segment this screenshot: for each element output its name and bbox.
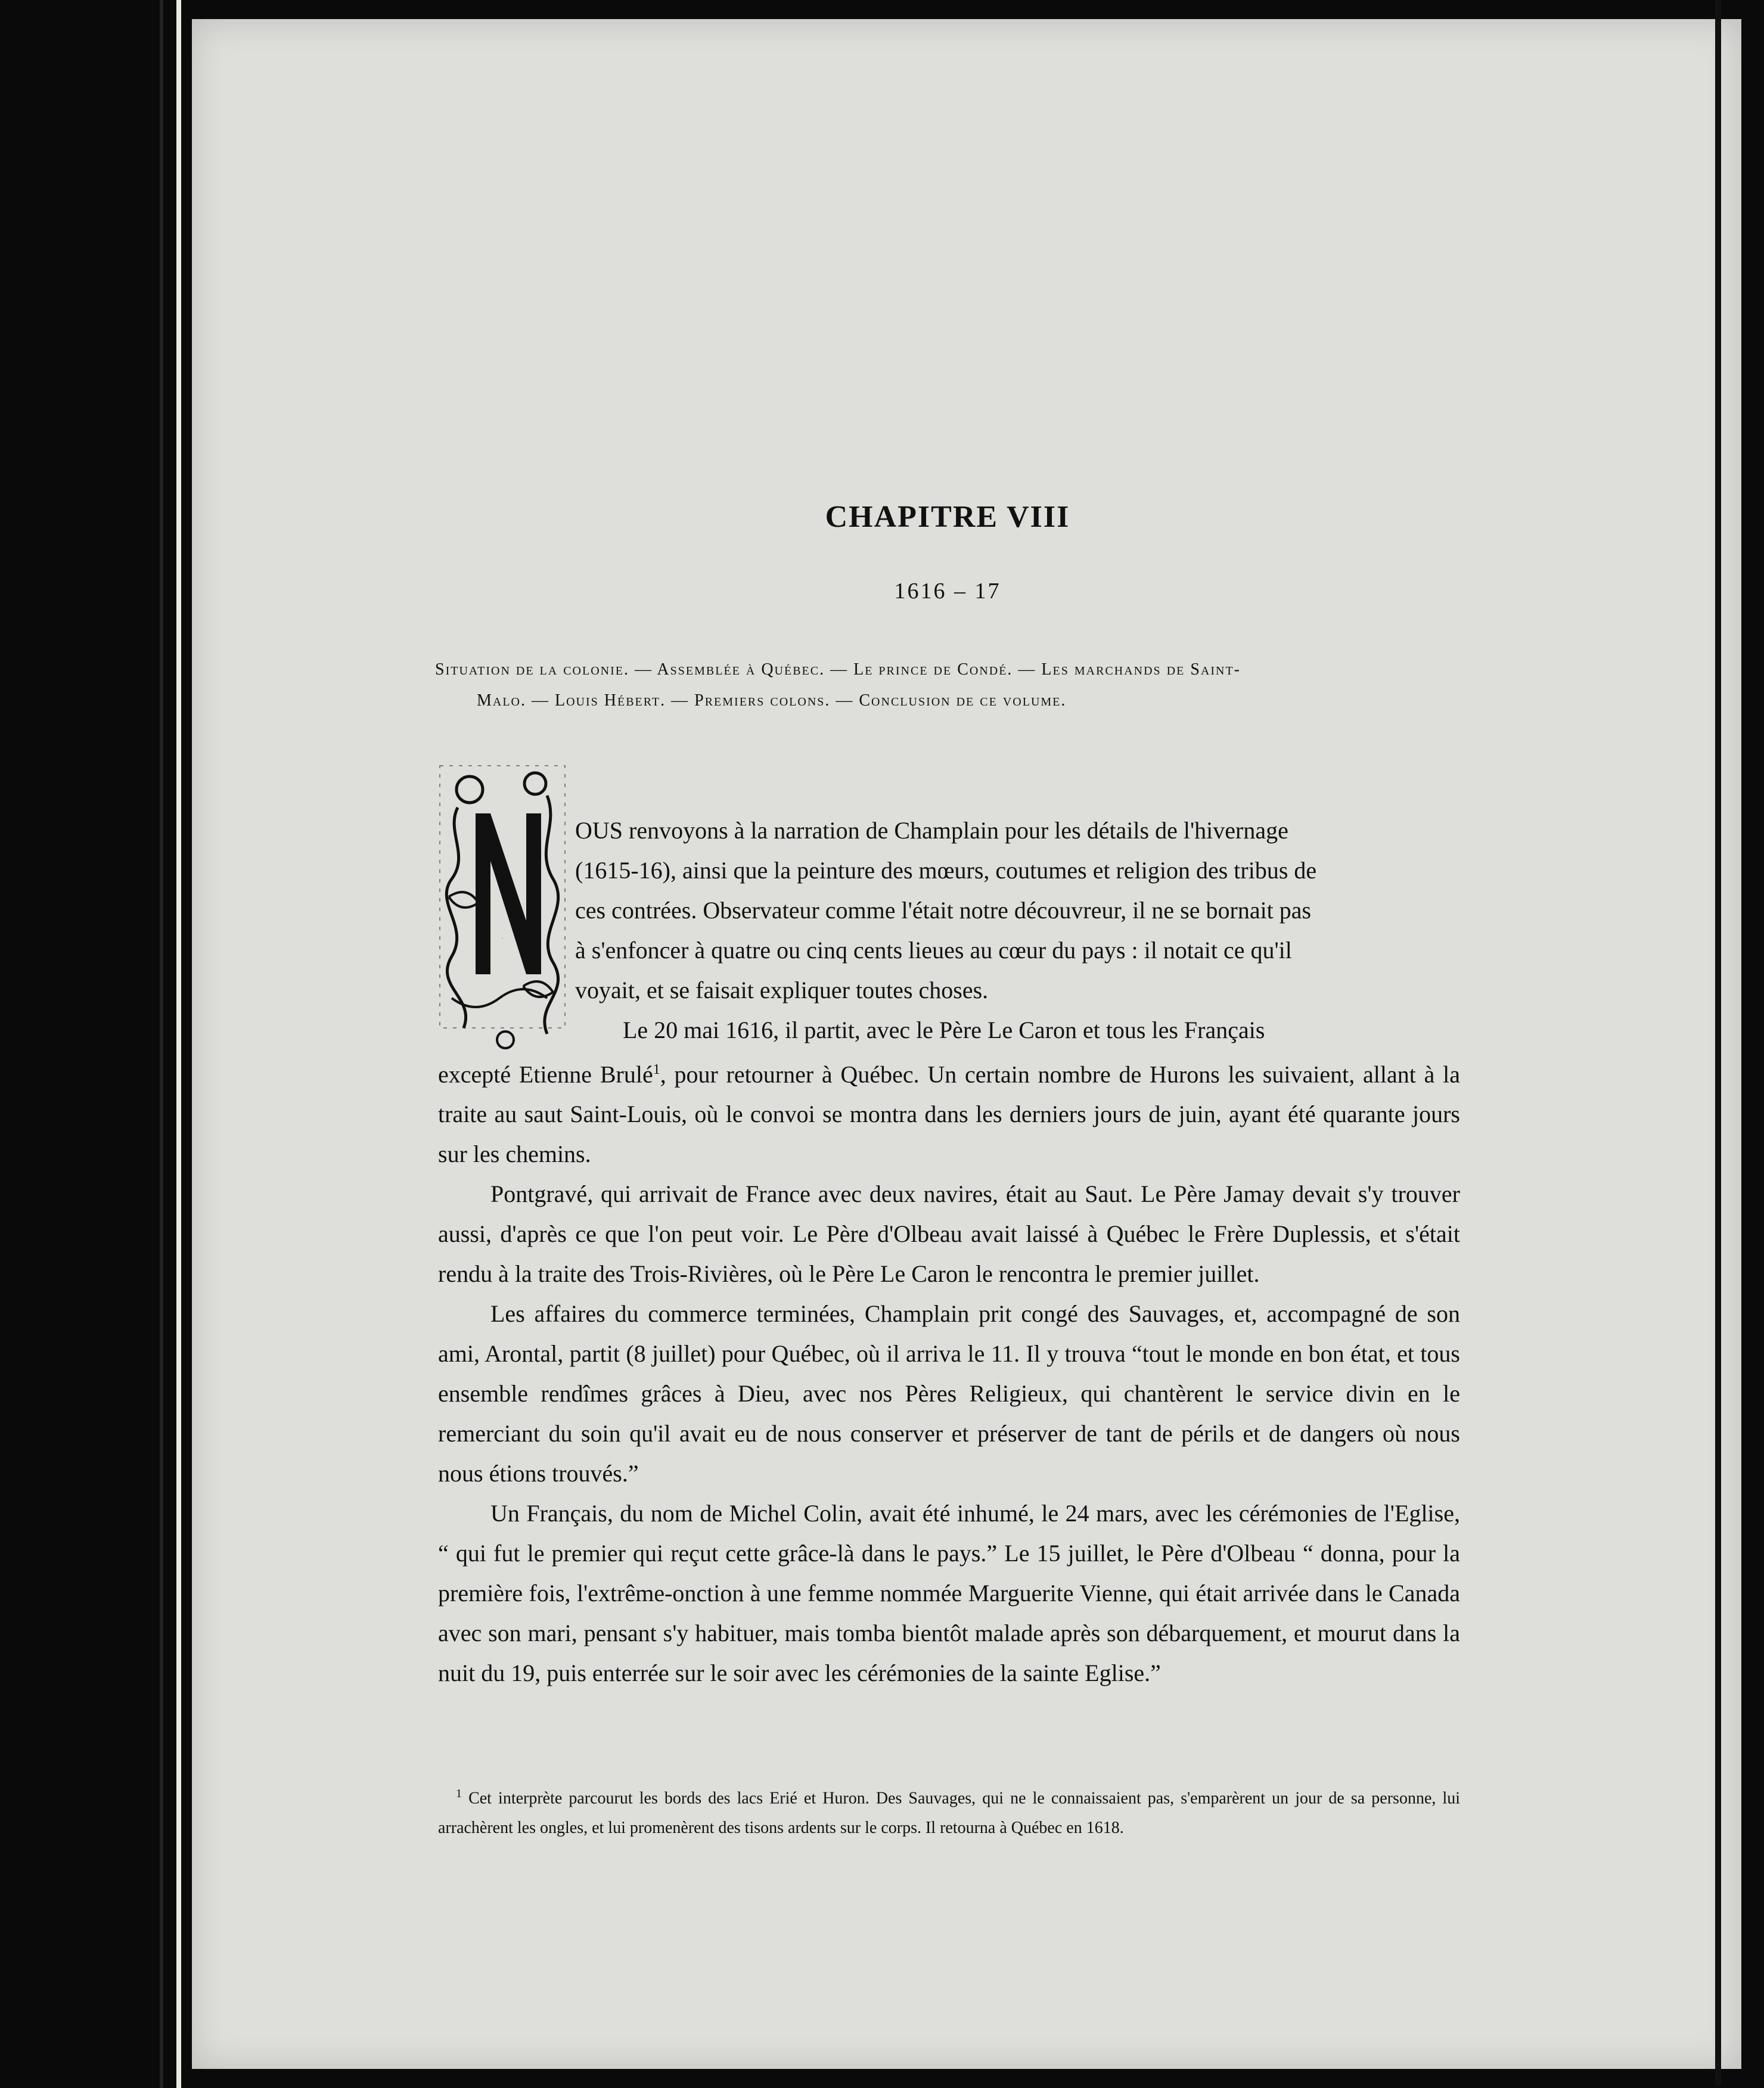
drop-cap-letter: N	[502, 938, 503, 939]
summary-line-2: Malo. — Louis Hébert. — Premiers colons. — Conclusion de ce volume.	[477, 691, 1067, 710]
footnote-ref: 1	[653, 1062, 660, 1077]
scan-border	[1741, 0, 1764, 2088]
footnote-text: Cet interprète parcourut les bords des lacs Erié et Huron. Des Sauvages, qui ne le connaissaient pas, s'emparèrent un jour de sa personne, lui arrachèrent les ongles, et lui promenèrent des tisons ardents sur le corps. Il retourna à Québec en 1618.	[438, 1789, 1460, 1838]
summary-line-1: Situation de la colonie. — Assemblée à Québec. — Le prince de Condé. — Les marchands de Saint-	[435, 660, 1241, 679]
facing-page-dark	[0, 0, 179, 2088]
body-text	[438, 810, 1460, 1693]
p1-line-5: voyait, et se faisait expliquer toutes choses.	[575, 977, 989, 1003]
p2-first-line: Le 20 mai 1616, il partit, avec le Père Le Caron et tous les Français	[623, 1017, 1265, 1043]
chapter-summary	[435, 654, 1460, 716]
paragraph-4: Les affaires du commerce terminées, Champlain prit congé des Sauvages, et, accompagné de son ami, Arontal, partit (8 juillet) pour Québec, où il arriva le 11. Il y trouva “tout le monde en bon état, et tous ensemble rendîmes grâces à Dieu, avec nos Pères Religieux, qui chantèrent le service divin en le remerciant du soin qu'il avait eu de nous conserver et préserver de tant de périls et de dangers où nous nous étions trouvés.”	[438, 1300, 1460, 1487]
p2-tail: , pour retourner à Québec. Un certain nombre de Hurons les suivaient, allant à la traite au saut Saint-Louis, où le convoi se montra dans les derniers jours de juin, ayant été quarante jours sur les chemins.	[438, 1061, 1460, 1168]
paragraph-1	[438, 810, 1460, 1010]
binding-shadow	[160, 0, 163, 2088]
footnote	[438, 1779, 1460, 1843]
page-edge	[1715, 0, 1721, 2086]
page-gutter	[176, 0, 181, 2088]
paragraph-5: Un Français, du nom de Michel Colin, avait été inhumé, le 24 mars, avec les cérémonies de l'Eglise, “ qui fut le premier qui reçut cette grâce-là dans le pays.” Le 15 juillet, le Père d'Olbeau “ donna, pour la première fois, l'extrême-onction à une femme nommée Marguerite Vienne, qui était arrivée dans le Canada avec son mari, pensant s'y habituer, mais tomba bientôt malade après son débarquement, et mourut dans la nuit du 19, puis enterrée sur le soir avec les cérémonies de la sainte Eglise.”	[438, 1500, 1460, 1687]
p2-rest: excepté Etienne Brulé	[438, 1061, 653, 1088]
chapter-title: CHAPITRE VIII	[825, 500, 1070, 534]
chapter-years: 1616 – 17	[894, 579, 1001, 604]
paragraph-3: Pontgravé, qui arrivait de France avec deux navires, était au Saut. Le Père Jamay devait s'y trouver aussi, d'après ce que l'on peut voir. Le Père d'Olbeau avait laissé à Québec le Frère Duplessis, et s'était rendu à la traite des Trois-Rivières, où le Père Le Caron le rencontra le premier juillet.	[438, 1180, 1460, 1288]
p1-line-2: (1615-16), ainsi que la peinture des mœurs, coutumes et religion des tribus de	[575, 857, 1317, 884]
p1-line-3: ces contrées. Observateur comme l'était notre découvreur, il ne se bornait pas	[575, 897, 1312, 924]
footnote-marker: 1	[456, 1787, 462, 1800]
p1-line-1: OUS renvoyons à la narration de Champlain pour les détails de l'hivernage	[575, 817, 1288, 844]
p1-line-4: à s'enfoncer à quatre ou cinq cents lieues au cœur du pays : il notait ce qu'il	[575, 937, 1292, 964]
paragraph-2	[438, 1050, 1460, 1174]
